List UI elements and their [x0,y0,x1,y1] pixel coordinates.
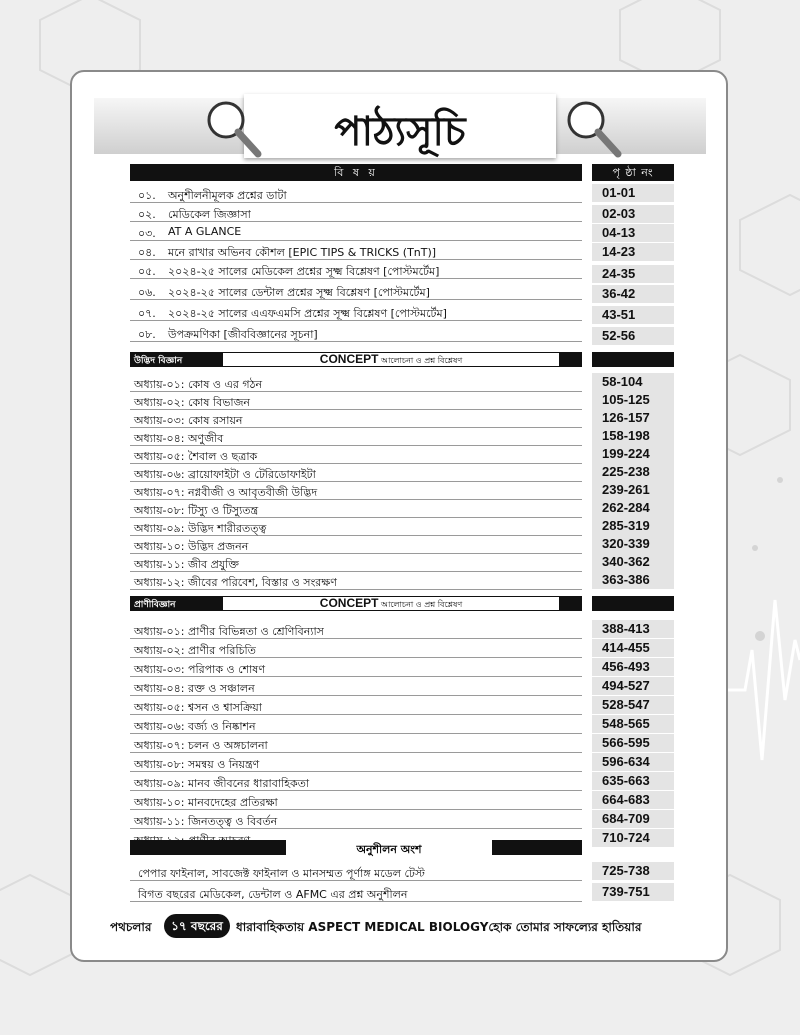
page-range: 52-56 [592,327,674,345]
footer-tagline [110,914,700,940]
list-item [130,241,582,260]
footer-post: ধারাবাহিকতায় ASPECT MEDICAL BIOLOGYহোক তোমার সাফল্যের হাতিয়ার [236,920,642,934]
chapter-row [130,791,582,810]
section-tag: প্রাণীবিজ্ঞান [134,600,176,610]
item-number: ০৮. [138,328,156,341]
chapter-label: অধ্যায়-০৪: রক্ত ও সঞ্চালন [134,682,255,695]
chapter-label: অধ্যায়-০৩: কোষ রসায়ন [134,414,243,427]
page-range: 340-362 [592,553,674,571]
footer-pre: পথচলার [110,920,152,934]
section-header-botany [130,352,582,367]
chapter-row [130,639,582,658]
page-range: 126-157 [592,409,674,427]
chapter-label: অধ্যায়-০২: কোষ বিভাজন [134,396,251,409]
chapter-label: অধ্যায়-০৬: ব্রায়োফাইটা ও টেরিডোফাইটা [134,468,316,481]
chapter-label: অধ্যায়-০৭: নগ্নবীজী ও আবৃতবীজী উদ্ভিদ [134,486,318,499]
page-range: 456-493 [592,658,674,676]
page-range: 158-198 [592,427,674,445]
item-number: ০৫. [138,265,156,278]
chapter-row [130,571,582,590]
concept-label [222,352,560,367]
chapter-row [130,810,582,829]
item-label: মনে রাখার অভিনব কৌশল [EPIC TIPS & TRICKS (TnT)] [168,246,437,259]
chapter-label: অধ্যায়-০৭: চলন ও অঙ্গচালনা [134,739,268,752]
chapter-row [130,427,582,446]
page-range: 528-547 [592,696,674,714]
chapter-row [130,620,582,639]
page-range: 664-683 [592,791,674,809]
page-range: 388-413 [592,620,674,638]
page-range: 36-42 [592,285,674,303]
page-range: 239-261 [592,481,674,499]
section-page-bar [592,596,674,611]
page-range: 684-709 [592,810,674,828]
page-range: 363-386 [592,571,674,589]
page-range: 14-23 [592,243,674,261]
item-number: ০৪. [138,246,156,259]
chapter-label: অধ্যায়-০৪: অণুজীব [134,432,224,445]
concept-subtitle: আলোচনা ও প্রশ্ন বিশ্লেষণ [381,600,463,609]
page-range: 725-738 [592,862,674,880]
page-range: 01-01 [592,184,674,202]
page-range: 710-724 [592,829,674,847]
list-item [130,883,582,902]
title-banner [94,94,706,158]
chapter-row [130,463,582,482]
list-item [130,203,582,222]
item-number: ০১. [138,189,156,202]
page-range: 105-125 [592,391,674,409]
section-header-zoology [130,596,582,611]
chapter-row [130,715,582,734]
page-range: 414-455 [592,639,674,657]
item-label: মেডিকেল জিজ্ঞাসা [168,208,251,221]
page-range: 262-284 [592,499,674,517]
chapter-row [130,696,582,715]
contents-card [70,70,728,962]
column-header-page: পৃ ষ্ঠা নং [592,164,674,181]
item-number: ০৩. [138,227,156,240]
item-label: ২০২৪-২৫ সালের মেডিকেল প্রশ্নের সূক্ষ্ম বিশ্লেষণ [পোস্টমর্টেম] [168,265,440,278]
chapter-row [130,481,582,500]
page-range: 199-224 [592,445,674,463]
chapter-row [130,658,582,677]
chapter-row [130,409,582,428]
chapter-label: অধ্যায়-০১: কোষ ও এর গঠন [134,378,263,391]
chapter-label: অধ্যায়-১১: জীব প্রযুক্তি [134,558,239,571]
item-label: পেপার ফাইনাল, সাবজেক্ট ফাইনাল ও মানসম্মত পূর্ণাঙ্গ মডেল টেস্ট [138,867,425,880]
item-label: AT A GLANCE [168,225,242,238]
practice-heading: অনুশীলন অংশ [356,843,422,856]
page-range: 566-595 [592,734,674,752]
years-badge: ১৭ বছরের [164,914,230,938]
chapter-label: অধ্যায়-১২: জীবের পরিবেশ, বিস্তার ও সংরক্ষণ [134,576,337,589]
page-range: 43-51 [592,306,674,324]
item-number: ০৬. [138,286,156,299]
chapter-row [130,734,582,753]
item-label: বিগত বছরের মেডিকেল, ডেন্টাল ও AFMC এর প্রশ্ন অনুশীলন [138,888,408,901]
chapter-row [130,677,582,696]
page-range: 225-238 [592,463,674,481]
chapter-label: অধ্যায়-০২: প্রাণীর পরিচিতি [134,644,256,657]
chapter-label: অধ্যায়-০৮: টিস্যু ও টিস্যুতন্ত্র [134,504,259,517]
chapter-label: অধ্যায়-১০: উদ্ভিদ প্রজনন [134,540,249,553]
item-label: ২০২৪-২৫ সালের এএফএমসি প্রশ্নের সূক্ষ্ম বিশ্লেষণ [পোস্টমর্টেম] [168,307,447,320]
item-label: অনুশীলনীমূলক প্রশ্নের ডাটা [168,189,287,202]
chapter-row [130,753,582,772]
page-range: 58-104 [592,373,674,391]
chapter-label: অধ্যায়-০৫: শৈবাল ও ছত্রাক [134,450,258,463]
list-item [130,281,582,300]
chapter-row [130,445,582,464]
chapter-row [130,499,582,518]
list-item [130,260,582,279]
chapter-row [130,391,582,410]
chapter-label: অধ্যায়-০৯: মানব জীবনের ধারাবাহিকতা [134,777,310,790]
concept-title: CONCEPT [319,352,379,366]
chapter-row [130,517,582,536]
chapter-label: অধ্যায়-০৯: উদ্ভিদ শারীরতত্ত্ব [134,522,267,535]
page-range: 24-35 [592,265,674,283]
chapter-label: অধ্যায়-১০: মানবদেহের প্রতিরক্ষা [134,796,278,809]
chapter-label: অধ্যায়-০৫: শ্বসন ও শ্বাসক্রিয়া [134,701,262,714]
chapter-label: অধ্যায়-০৮: সমন্বয় ও নিয়ন্ত্রণ [134,758,260,771]
column-header-subject: বি ষ য় [130,164,582,181]
concept-title: CONCEPT [319,596,379,610]
page-range: 285-319 [592,517,674,535]
page-range: 635-663 [592,772,674,790]
page-range: 739-751 [592,883,674,901]
list-item [130,323,582,342]
page-range: 494-527 [592,677,674,695]
list-item [130,222,582,241]
chapter-label: অধ্যায়-০৬: বর্জ্য ও নিষ্কাশন [134,720,256,733]
magnifier-icon [560,96,630,160]
section-tag: উদ্ভিদ বিজ্ঞান [134,356,183,366]
item-number: ০২. [138,208,156,221]
section-header-practice [130,840,582,855]
page-range: 596-634 [592,753,674,771]
chapter-label: অধ্যায়-১১: জিনতত্ত্ব ও বিবর্তন [134,815,278,828]
chapter-row [130,535,582,554]
page-range: 548-565 [592,715,674,733]
chapter-row [130,373,582,392]
item-label: ২০২৪-২৫ সালের ডেন্টাল প্রশ্নের সূক্ষ্ম বিশ্লেষণ [পোস্টমর্টেম] [168,286,430,299]
chapter-row [130,553,582,572]
item-label: উপক্রমণিকা [জীববিজ্ঞানের সূচনা] [168,328,318,341]
chapter-row [130,772,582,791]
concept-subtitle: আলোচনা ও প্রশ্ন বিশ্লেষণ [381,356,463,365]
list-item [130,862,582,881]
list-item [130,184,582,203]
page-range: 04-13 [592,224,674,242]
page-range: 02-03 [592,205,674,223]
chapter-label: অধ্যায়-০১: প্রাণীর বিভিন্নতা ও শ্রেণিবিন্যাস [134,625,324,638]
page-range: 320-339 [592,535,674,553]
list-item [130,302,582,321]
section-page-bar [592,352,674,367]
page-title: পাঠ্যসূচি [334,108,466,155]
concept-label [222,596,560,611]
chapter-label: অধ্যায়-০৩: পরিপাক ও শোষণ [134,663,266,676]
item-number: ০৭. [138,307,156,320]
